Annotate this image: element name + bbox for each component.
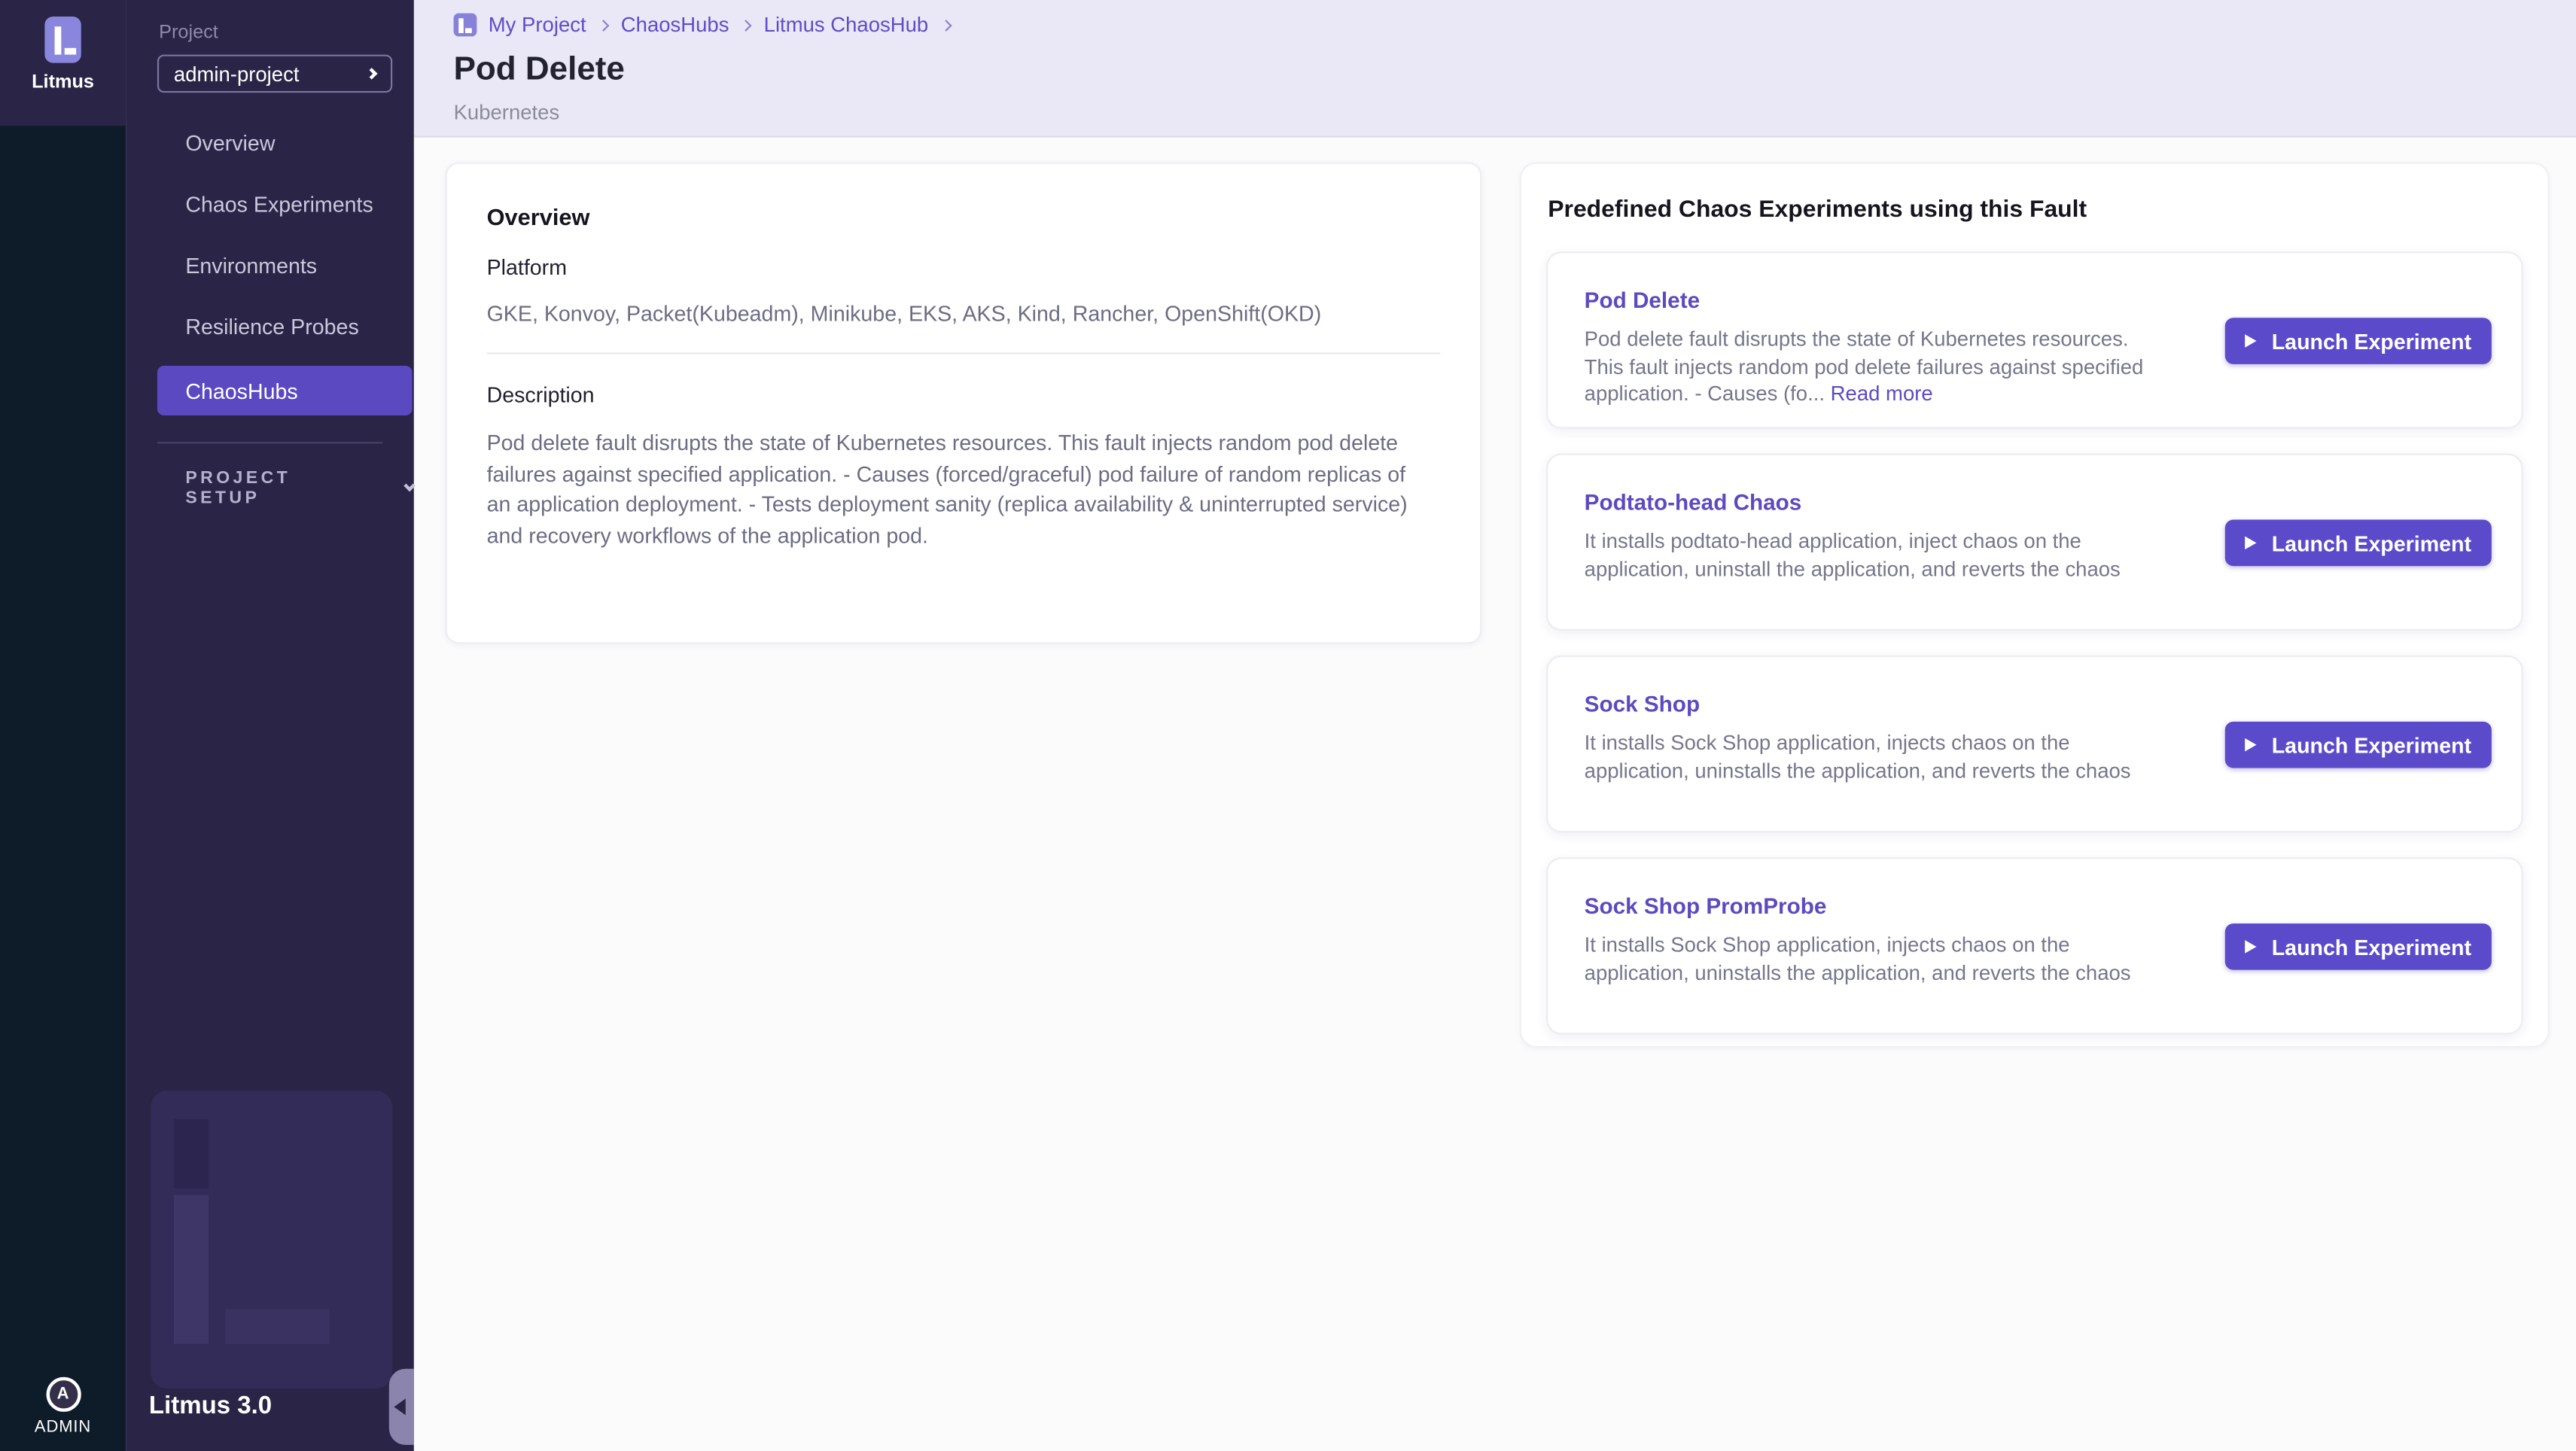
launch-experiment-button[interactable]	[2225, 318, 2492, 364]
experiments-panel	[1520, 163, 2550, 1048]
experiment-card-sock-shop-promprobe	[1546, 857, 2523, 1034]
read-more-link[interactable]: Read more	[1830, 382, 1933, 406]
breadcrumb-separator-icon	[741, 19, 753, 31]
sidebar-item-chaoshubs[interactable]: ChaosHubs	[157, 366, 413, 415]
project-setup-toggle[interactable]	[185, 468, 413, 508]
project-label: Project	[159, 23, 218, 44]
breadcrumb	[454, 14, 964, 37]
page-subtitle: Kubernetes	[453, 101, 560, 124]
breadcrumb-separator-icon	[598, 19, 610, 31]
avatar-initial: A	[56, 1385, 69, 1404]
description-text: Pod delete fault disrupts the state of Kubernetes resources. This fault injects random pod delete failures against specified application. - Causes (forced/graceful) pod failure of random replicas of an application deployment. - Tests deployment sanity (replica availability & uninterrupted service) and recovery workflows of the application pod.	[486, 430, 1408, 547]
sidebar-item-overview[interactable]: Overview	[185, 130, 276, 156]
breadcrumb-my-project[interactable]: My Project	[488, 13, 586, 37]
experiment-card-pod-delete	[1546, 251, 2523, 428]
avatar[interactable]	[45, 1377, 80, 1412]
play-icon	[2246, 334, 2257, 348]
launch-button-label: Launch Experiment	[2271, 732, 2472, 758]
breadcrumb-litmus-chaoshub[interactable]: Litmus ChaosHub	[763, 13, 929, 37]
launch-experiment-button[interactable]	[2225, 923, 2492, 970]
overview-divider	[487, 352, 1441, 354]
play-icon	[2246, 537, 2257, 550]
experiment-title[interactable]: Sock Shop	[1584, 692, 1701, 717]
launch-experiment-button[interactable]	[2225, 722, 2492, 768]
chevron-down-icon	[404, 479, 416, 491]
launch-button-label: Launch Experiment	[2271, 934, 2472, 960]
user-block	[0, 1377, 126, 1437]
brand-block	[0, 0, 126, 126]
launch-button-label: Launch Experiment	[2271, 530, 2472, 555]
version-label: Litmus 3.0	[148, 1392, 273, 1420]
breadcrumb-separator-icon	[939, 19, 952, 31]
description-label: Description	[486, 382, 595, 408]
breadcrumb-chaoshubs[interactable]: ChaosHubs	[620, 13, 729, 37]
experiment-title[interactable]: Sock Shop PromProbe	[1584, 893, 1827, 919]
experiment-title[interactable]: Pod Delete	[1584, 287, 1701, 313]
admin-label: ADMIN	[34, 1418, 92, 1437]
overview-heading: Overview	[486, 203, 590, 230]
page-title: Pod Delete	[453, 51, 625, 88]
project-setup-label: PROJECT SETUP	[185, 468, 291, 509]
litmus-logo-icon[interactable]	[44, 17, 81, 63]
experiment-description-text: Pod delete fault disrupts the state of Kubernetes resources. This fault injects random pod delete failures against specified application. - Causes (fo...	[1584, 327, 2144, 406]
sidebar-collapse-button[interactable]	[389, 1369, 414, 1445]
platform-label: Platform	[486, 254, 568, 280]
overview-card	[446, 163, 1482, 644]
experiments-heading: Predefined Chaos Experiments using this Fault	[1548, 196, 2087, 224]
project-selector[interactable]	[157, 55, 392, 93]
experiment-card-sock-shop	[1546, 656, 2523, 832]
experiment-description	[1585, 326, 2173, 408]
collapse-arrow-icon	[394, 1398, 405, 1415]
main-content	[414, 0, 2576, 1451]
sidebar	[126, 0, 414, 1451]
experiment-description: It installs Sock Shop application, injects chaos on the application, uninstalls the application, and reverts the chaos	[1584, 933, 2131, 984]
brand-name: Litmus	[32, 72, 95, 93]
sidebar-item-resilience-probes[interactable]: Resilience Probes	[185, 314, 359, 339]
experiment-title[interactable]: Podtato-head Chaos	[1584, 489, 1802, 515]
play-icon	[2246, 940, 2257, 954]
brand-rail	[0, 0, 126, 1451]
platform-value: GKE, Konvoy, Packet(Kubeadm), Minikube, EKS, AKS, Kind, Rancher, OpenShift(OKD)	[486, 301, 1322, 327]
page-header	[414, 0, 2576, 138]
launch-button-label: Launch Experiment	[2271, 328, 2472, 354]
launch-experiment-button[interactable]	[2225, 520, 2492, 567]
sidebar-item-environments[interactable]: Environments	[185, 253, 318, 278]
chevron-right-icon	[366, 68, 378, 80]
experiment-description: It installs podtato-head application, inject chaos on the application, uninstall the application, and reverts the chaos	[1584, 529, 2121, 580]
sidebar-divider	[157, 442, 382, 443]
sidebar-nav	[126, 113, 414, 419]
play-icon	[2246, 738, 2257, 752]
experiment-description: It installs Sock Shop application, injects chaos on the application, uninstalls the application, and reverts the chaos	[1584, 732, 2131, 783]
breadcrumb-litmus-icon	[454, 14, 477, 37]
sidebar-item-chaos-experiments[interactable]: Chaos Experiments	[185, 192, 373, 217]
experiment-card-podtato-head	[1546, 454, 2523, 631]
litmus-watermark	[151, 1091, 392, 1389]
project-selector-value: admin-project	[173, 62, 300, 86]
